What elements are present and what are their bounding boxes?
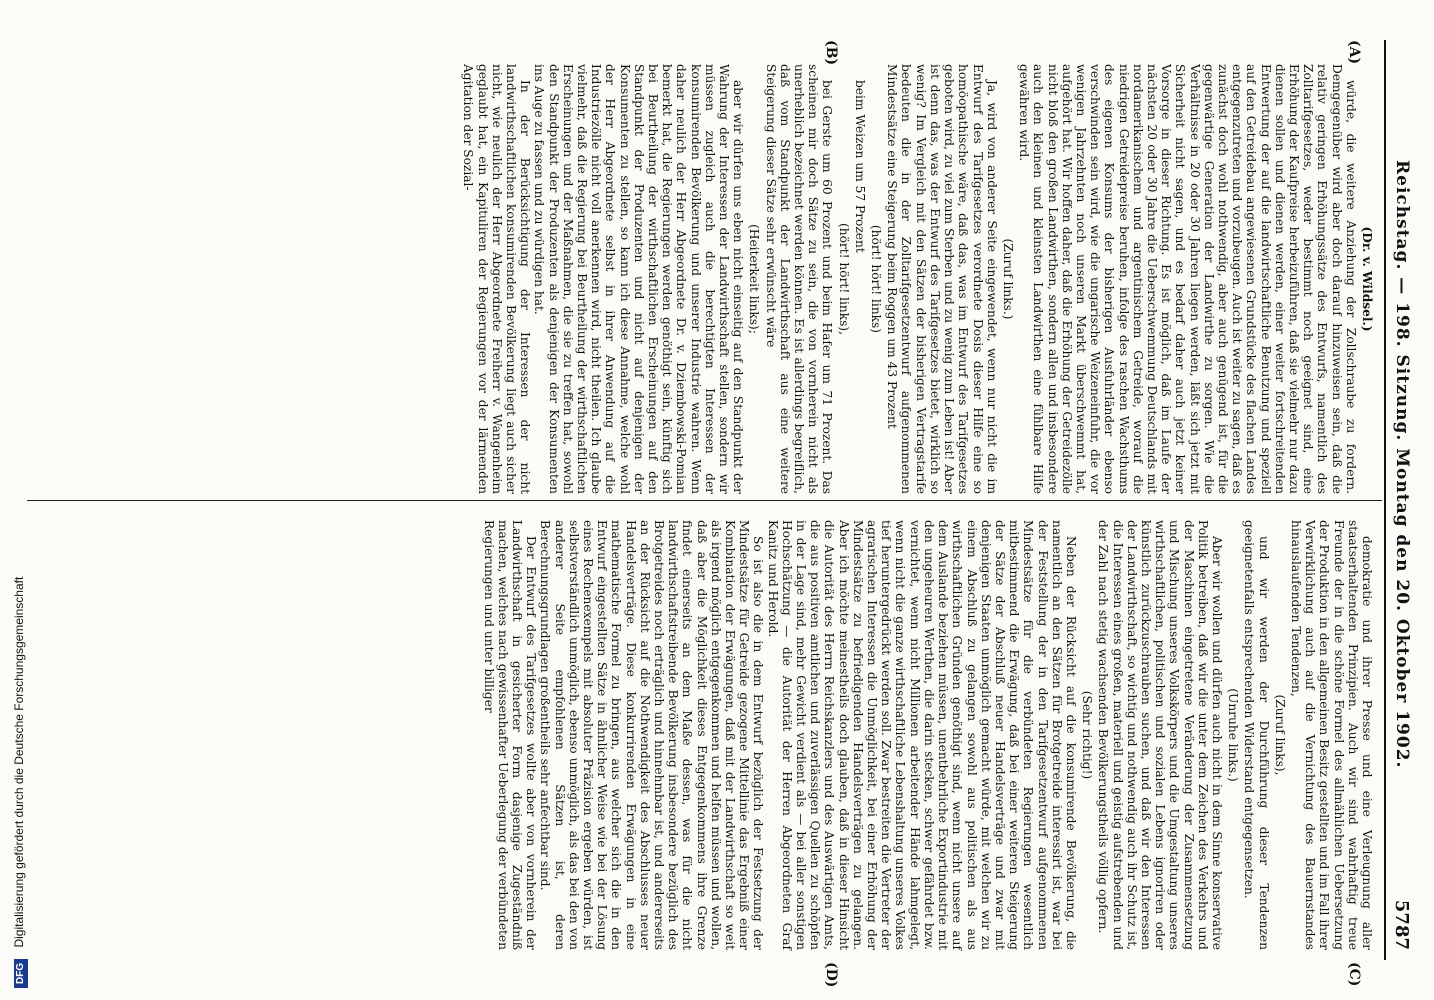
- margin-marker-b: (B): [823, 40, 839, 66]
- digitization-banner: [6, 12, 28, 988]
- interjection: (Sehr richtig!): [1080, 690, 1095, 780]
- column-divider: [27, 500, 1382, 501]
- interjection: (Unruhe links.): [1226, 688, 1241, 782]
- page-number: 5787: [1391, 899, 1412, 950]
- interjection: (Heiterkeit links);: [747, 224, 762, 334]
- interjection: (Zuruf links.): [1000, 238, 1015, 320]
- paragraph: So ist also die in dem Entwurf bezüglich der Festsetzung der Mindestsätze für Getreide gezogene Mittellinie das Ergebniß einer Kombination der Erwägungen, daß mit der Landwirthschaft so weit als irgend möglich entgegenkommen und helfen müssen und wollen, daß aber die Möglichkeit dieses Entgegenkommens ihre Grenze findet einerseits an dem Maße dessen, was für die nicht landwirthschaftstreibende Bevölkerung insbesondere bezüglich des Brotgetreides noch erträglich und hinnehmbar ist, und andererseits an der Rücksicht auf die Nothwendigkeit des Abschlusses neuer Handelsverträge. Diese konkurrirenden Erwägungen in eine mathematische Formel zu bringen, aus welcher sich die in den Entwurf eingestellten Sätze in ähnlicher Weise wie bei der Lösung eines Rechenexempels mit absoluter Präzision ergeben würden, ist selbstverständlich unmöglich, ebenso unmöglich, als das bei den von anderer Seite empfohlenen Sätzen ist, deren Berechnungsgrundlagen großentheils sehr anfechtbar sind.: [538, 520, 766, 950]
- page-header: [1386, 40, 1416, 960]
- margin-marker-d: (D): [823, 962, 839, 988]
- speaker-name: (Dr. v. Wildsel.): [1360, 226, 1374, 332]
- paragraph: Ja, wird von anderer Seite eingewendet, wenn nur nicht die im Entwurf des Tarifgesetzes verordnete Dosis dieser Hilfe eine so homöopathische wäre, daß das, was im Entwurf des Tarifgesetzes geboten wird, zu viel zum Sterben und zu wenig zum Leben ist! Aber ist denn das, was der Entwurf des Tarifgesetzes bietet, wirklich so wenig? Im Vergleich mit den Sätzen der bisherigen Vertragstarife bedeuten die in der Zolltarifgesetzentwurf aufgenommenen Mindestsätze eine Steigerung beim Roggen um 43 Prozent: [885, 64, 999, 494]
- interjection: (hört! hört! links): [869, 224, 884, 334]
- interjection: (hört! hört! links),: [836, 222, 851, 336]
- paragraph: und wir werden der Durchführung dieser Tendenzen geeignetenfalls entsprechenden Widerstand entgegensetzen.: [1242, 520, 1271, 950]
- paragraph: beim Weizen um 57 Prozent: [852, 80, 867, 253]
- page-title: Reichstag. — 198. Sitzung. Montag den 20. Oktober 1902.: [1392, 160, 1412, 769]
- paragraph: In der Berücksichtigung der Interessen der nicht landwirthschaftlichen konsumirenden Bevölkerung liegt auch sicher nicht, wie neulich der Herr Abgeordnete Freiherr v. Wangenheim geglaubt hat, ein Kapituliren der Regierungen vor der lärmenden Agitation der Sozial-: [461, 64, 533, 494]
- paragraph: Der Entwurf des Tarifgesetzes wollte aber von vornherein der Landwirthschaft in gesicherter Form dasjenige Zugeständniß machen, welches nach gewissenhafter Ueberlegung der verbündeten Regierungen und unter billiger: [481, 520, 539, 950]
- paragraph: demokratie und ihrer Presse und eine Verleugnung aller staatserhaltenden Prinzipien. Auch wir sind wahrhaftig treue Freunde der in die schöne Formel des allmählichen Uebersetzung der Produktion in den allgemeinen Besitz gestellten und im Fall ihrer Verwirklichung auch auf die Vernichtung des Bauernstandes hinauslaufenden Tendenzen,: [1288, 520, 1374, 950]
- margin-marker-c: (C): [1346, 962, 1362, 987]
- margin-marker-a: (A): [1346, 40, 1362, 65]
- header-rule: [1384, 40, 1386, 960]
- dfg-logo: DFG: [14, 959, 28, 988]
- paragraph: Neben der Rücksicht auf die konsumirende Bevölkerung, die namentlich an den Sätzen für Brotgetreide interessirt ist, war bei der Feststellung der in den Tarifgesetzentwurf aufgenommenen Mindestsätze für die verbündeten Regierungen wesentlich mitbestimmend die Erwägung, daß bei einer weiteren Steigerung der Sätze der Abschluß neuer Handelsverträge und zwar mit denjenigen Staaten unmöglich gemacht würde, mit welchen wir zu einem Abschluß zu gelangen sowohl aus politischen als aus wirthschaftlichen Gründen genöthigt sind, wenn nicht unsere auf dem Auslande beziehen müssen, unentbehrliche Exportindustrie mit den ungeheuren Werthen, die darin stecken, schwer gefährdet bzw. vernichtet, wenn nicht Millionen arbeitender Hände lahmgelegt, wenn nicht die ganze wirthschaftliche Lebenshaltung unseres Volkes tief heruntergedrückt werden soll. Zwar bestreiten die Vertreter der agrarischen Interessen die Unmöglichkeit, bei einer Erhöhung der Mindestsätze zu befriedigenden Handelsverträgen zu gelangen. Aber ich möchte meinestheils doch glauben, daß in dieser Hinsicht die Autorität des Herrn Reichskanzlers und des Auswärtigen Amts, die aus positiven amtlichen und zuverlässigen Quellen zu schöpfen in der Lage sind, mehr Gewicht verdient als — bei aller sonstigen Hochschätzung — die Autorität der Herren Abgeordneten Graf Kanitz und Herold.: [765, 520, 1078, 950]
- right-column: [481, 520, 1374, 950]
- digitization-credit: Digitalisierung gefördert durch die Deutsche Forschungsgemeinschaft: [12, 576, 26, 948]
- left-column: [461, 64, 1374, 494]
- paragraph: würde, die weitere Anziehung der Zollschraube zu fordern. Demgegenüber wird aber doch darauf hinzuweisen sein, daß die relativ geringen Erhöhungssätze des Entwurfs, namentlich des Zolltarifgesetzes, weder bestimmt noch geeignet sind, eine Erhöhung der Kaufpreise herbeizuführen, daß sie vielmehr nur dazu dienen sollen und dienen werden, einer weiter fortschreitenden Entwertung der auf die landwirtschaftliche Benutzung und speziell auf den Getreidebau angewiesenen Grundstücke des flachen Landes entgegenzutreten und vorzubeugen. Auch ist weiter zu sagen, daß es zunächst doch wohl nothwendig, aber auch genügend ist, für die gegenwärtige Generation der Landwirthe zu sorgen. Wie die Verhältnisse in 20 oder 30 Jahren liegen werden, läßt sich jetzt mit Sicherheit nicht sagen, und es bedarf daher auch jetzt keiner Vorsorge in dieser Richtung. Es ist möglich, daß im Laufe der nächsten 20 oder 30 Jahre die Ueberschwemmung Deutschlands mit nordamerikanischem und argentinischem Getreide, worauf die niedrigen Getreidepreise beruhen, infolge des raschen Wachsthums des eigenen Konsums der bisherigen Ausfuhrländer ebenso verschwinden sein wird, wie die ungarische Weizeneinfuhr, die vor wenigen Jahrzehnten noch unseren Markt überschwemmt hat, aufgehört hat. Wir hoffen daher, daß die Erhöhung der Getreidezölle nicht bloß den großen Landwirthen, sondern allen und insbesondere auch den kleinen und kleinsten Landwirthen eine fühlbare Hilfe gewähren wird.: [1017, 64, 1358, 494]
- paragraph: bei Gerste um 60 Prozent und beim Hafer um 71 Prozent. Das scheinen mir doch Sätze zu sein, die von vornherein nicht als unerheblich bezeichnet werden können. Es ist allerdings begreiflich, daß vom Standpunkt der Landwirthschaft aus eine weitere Steigerung dieser Sätze sehr erwünscht wäre: [763, 64, 835, 494]
- paragraph: aber wir dürfen uns eben nicht einseitig auf den Standpunkt der Wahrung der Interessen der Landwirthschaft stellen, sondern wir müssen zugleich auch die berechtigten Interessen der konsumirenden Bevölkerung und unserer Industrie wahren. Wenn daher neulich der Herr Abgeordnete Dr. v. Dziembowski-Pomian bemerkt hat, die Regierungen werden genöthigt sein, künftig sich bei Beurtheilung der wirthschaftlichen Erscheinungen auf den Standpunkt der Produzenten und nicht auf denjenigen der Konsumenten zu stellen, so kann ich diese Annahme, welche wohl der Herr Abgeordnete selbst in ihrer Anwendung auf die Industriezölle nicht voll anerkennen wird, nicht theilen. Ich glaube vielmehr, daß die Regierung bei Beurtheilung der wirthschaftlichen Erscheinungen und der Maßnahmen, die sie zu treffen hat, sowohl den Standpunkt der Produzenten als denjenigen der Konsumenten ins Auge zu fassen und zu würdigen hat.: [532, 64, 746, 494]
- paragraph: Aber wir wollen und dürfen auch nicht in dem Sinne konservative Politik betreiben, daß wir die unter dem Zeichen des Verkehrs und der Maschinen eingetretene Veränderung der Zusammensetzung und Mischung unseres Volkskörpers und die Umgestaltung unseres wirthschaftlichen, politischen und sozialen Lebens ignoriren oder künstlich zurückzuschrauben suchen, und daß wir den Interessen der Landwirthschaft, so wichtig und nothwendig auch ihr Schutz ist, die Interessen eines großen, materiell und geistig aufstrebenden und der Zahl nach stetig wachsenden Bevölkerungstheils völlig opfern.: [1096, 520, 1224, 950]
- interjection: (Zuruf links),: [1272, 694, 1287, 776]
